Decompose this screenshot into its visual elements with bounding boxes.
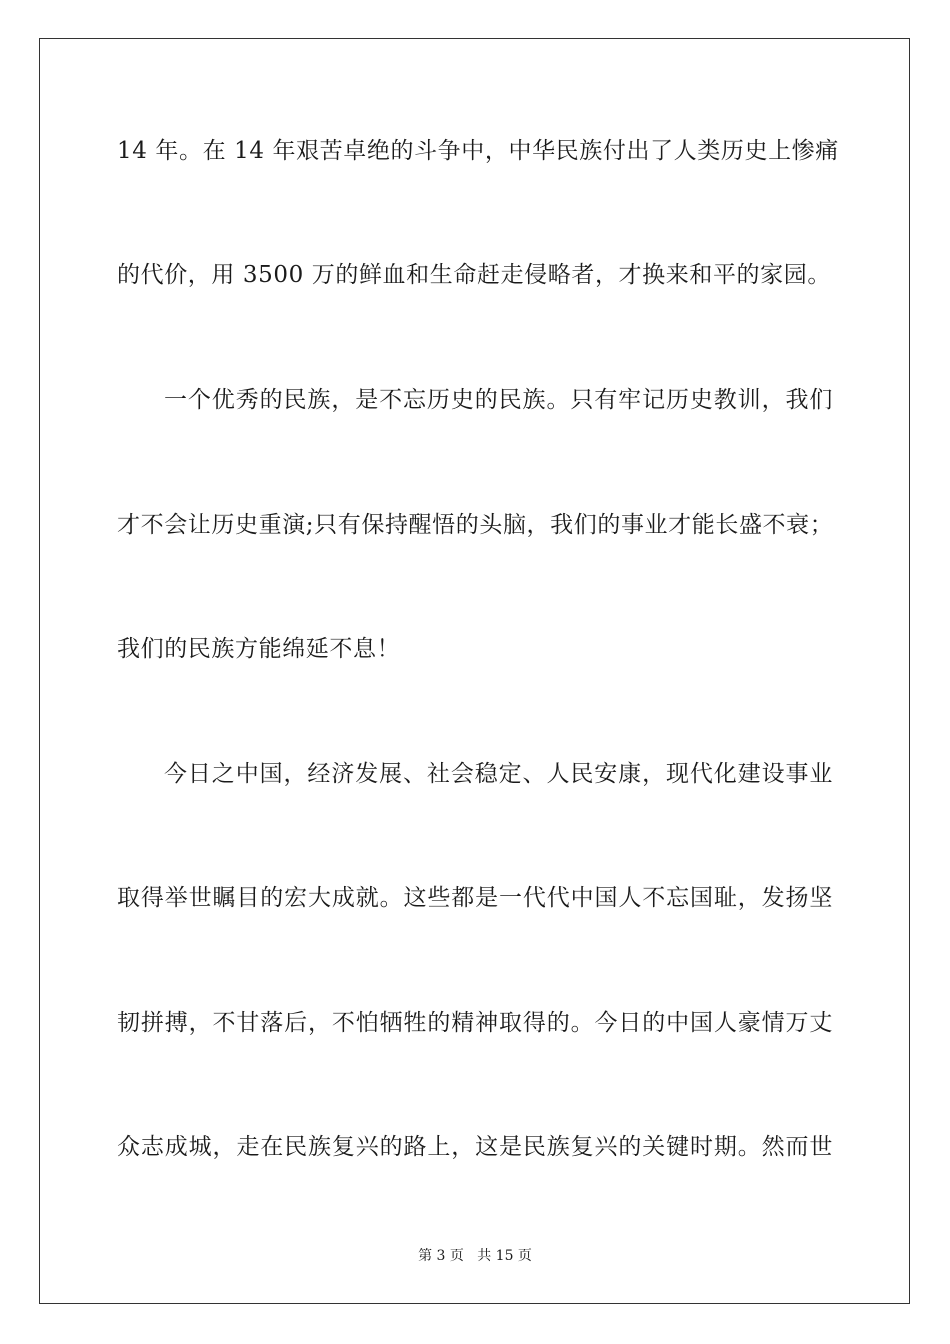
text-line: 取得举世瞩目的宏大成就。这些都是一代代中国人不忘国耻，发扬坚: [117, 885, 833, 911]
text-line: 一个优秀的民族，是不忘历史的民族。只有牢记历史教训，我们: [164, 387, 833, 413]
text-line: 韧拼搏，不甘落后，不怕牺牲的精神取得的。今日的中国人豪情万丈: [117, 1010, 833, 1036]
text-line: 众志成城，走在民族复兴的路上，这是民族复兴的关键时期。然而世: [117, 1134, 833, 1160]
page-number-footer: 第 3 页 共 15 页: [418, 1248, 532, 1264]
text-line: 我们的民族方能绵延不息！: [117, 636, 401, 662]
text-line: 才不会让历史重演;只有保持醒悟的头脑，我们的事业才能长盛不衰；: [117, 512, 834, 538]
text-line: 14 年。在 14 年艰苦卓绝的斗争中，中华民族付出了人类历史上惨痛: [117, 138, 839, 164]
text-line: 的代价，用 3500 万的鲜血和生命赶走侵略者，才换来和平的家园。: [117, 262, 831, 288]
page-border: [39, 38, 910, 1304]
text-line: 今日之中国，经济发展、社会稳定、人民安康，现代化建设事业: [164, 761, 833, 787]
